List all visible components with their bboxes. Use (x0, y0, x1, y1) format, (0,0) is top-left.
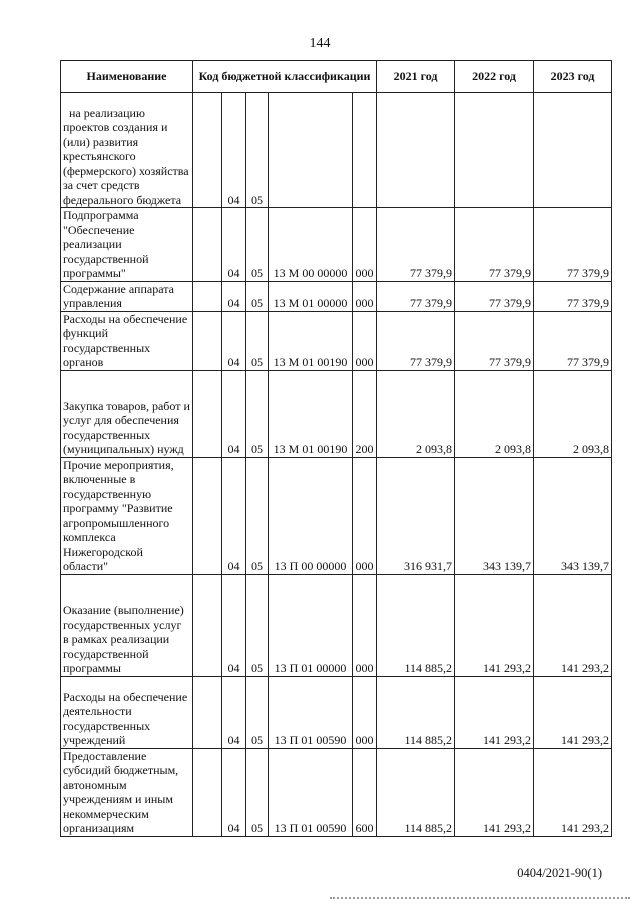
row-value-2022: 2 093,8 (455, 370, 534, 457)
row-target-article (269, 93, 353, 208)
table-row (61, 748, 612, 836)
row-value-2023: 2 093,8 (534, 370, 612, 457)
row-value-2021: 77 379,9 (377, 208, 455, 282)
row-value-2022: 141 293,2 (455, 574, 534, 676)
row-value-2022 (455, 93, 534, 208)
row-subsection: 05 (246, 574, 269, 676)
row-name: Закупка товаров, работ и услуг для обеспечения государственных (муниципальных) нужд (61, 370, 193, 457)
row-empty-code (193, 93, 222, 208)
row-value-2023: 77 379,9 (534, 311, 612, 370)
row-expense-type: 600 (353, 748, 377, 836)
row-value-2022: 77 379,9 (455, 208, 534, 282)
row-name: Предоставление субсидий бюджетным, автономным учреждениям и иным некоммерческим организациям (61, 748, 193, 836)
row-empty-code (193, 676, 222, 748)
row-empty-code (193, 311, 222, 370)
row-name: на реализацию проектов создания и (или) развития крестьянского (фермерского) хозяйства за счет средств федерального бюджета (61, 93, 193, 208)
row-value-2021: 114 885,2 (377, 574, 455, 676)
table-row (61, 676, 612, 748)
row-expense-type: 000 (353, 457, 377, 574)
row-value-2022: 77 379,9 (455, 281, 534, 311)
row-expense-type: 000 (353, 281, 377, 311)
row-value-2021: 114 885,2 (377, 676, 455, 748)
row-value-2021: 2 093,8 (377, 370, 455, 457)
row-empty-code (193, 748, 222, 836)
table-row (61, 370, 612, 457)
header-2023: 2023 год (534, 61, 612, 93)
row-name: Расходы на обеспечение функций государственных органов (61, 311, 193, 370)
row-expense-type: 000 (353, 208, 377, 282)
row-section: 04 (222, 574, 246, 676)
row-value-2023: 77 379,9 (534, 208, 612, 282)
row-section: 04 (222, 281, 246, 311)
row-subsection: 05 (246, 311, 269, 370)
row-value-2021: 77 379,9 (377, 281, 455, 311)
row-section: 04 (222, 676, 246, 748)
row-value-2022: 141 293,2 (455, 676, 534, 748)
row-name: Подпрограмма "Обеспечение реализации государственной программы" (61, 208, 193, 282)
table-row (61, 281, 612, 311)
row-name: Оказание (выполнение) государственных услуг в рамках реализации государственной программы (61, 574, 193, 676)
row-value-2023: 77 379,9 (534, 281, 612, 311)
row-empty-code (193, 574, 222, 676)
row-expense-type: 200 (353, 370, 377, 457)
row-subsection: 05 (246, 281, 269, 311)
row-value-2022: 343 139,7 (455, 457, 534, 574)
row-expense-type: 000 (353, 676, 377, 748)
document-code: 0404/2021-90(1) (517, 866, 602, 880)
row-value-2021: 77 379,9 (377, 311, 455, 370)
row-value-2023: 141 293,2 (534, 748, 612, 836)
row-section: 04 (222, 208, 246, 282)
row-value-2021: 316 931,7 (377, 457, 455, 574)
header-2022: 2022 год (455, 61, 534, 93)
row-value-2023: 141 293,2 (534, 676, 612, 748)
row-name: Расходы на обеспечение деятельности государственных учреждений (61, 676, 193, 748)
row-empty-code (193, 457, 222, 574)
row-expense-type: 000 (353, 311, 377, 370)
row-name: Прочие мероприятия, включенные в государственную программу "Развитие агропромышленного комплекса Нижегородской области" (61, 457, 193, 574)
row-target-article: 13 П 01 00000 (269, 574, 353, 676)
row-subsection: 05 (246, 457, 269, 574)
row-section: 04 (222, 457, 246, 574)
page-number: 144 (309, 36, 331, 51)
row-subsection: 05 (246, 93, 269, 208)
row-value-2023 (534, 93, 612, 208)
row-target-article: 13 М 01 00190 (269, 370, 353, 457)
scan-edge-strip (330, 897, 630, 902)
row-subsection: 05 (246, 208, 269, 282)
row-subsection: 05 (246, 676, 269, 748)
table-row (61, 311, 612, 370)
row-expense-type (353, 93, 377, 208)
row-target-article: 13 М 01 00190 (269, 311, 353, 370)
table-row (61, 457, 612, 574)
row-value-2023: 343 139,7 (534, 457, 612, 574)
row-target-article: 13 П 01 00590 (269, 748, 353, 836)
table-row (61, 574, 612, 676)
row-value-2023: 141 293,2 (534, 574, 612, 676)
row-value-2022: 77 379,9 (455, 311, 534, 370)
row-subsection: 05 (246, 748, 269, 836)
row-value-2021: 114 885,2 (377, 748, 455, 836)
header-name: Наименование (61, 61, 193, 93)
row-target-article: 13 М 00 00000 (269, 208, 353, 282)
row-expense-type: 000 (353, 574, 377, 676)
row-target-article: 13 М 01 00000 (269, 281, 353, 311)
row-target-article: 13 П 01 00590 (269, 676, 353, 748)
row-subsection: 05 (246, 370, 269, 457)
row-empty-code (193, 370, 222, 457)
budget-table (60, 60, 612, 837)
row-target-article: 13 П 00 00000 (269, 457, 353, 574)
row-value-2022: 141 293,2 (455, 748, 534, 836)
row-section: 04 (222, 311, 246, 370)
row-name: Содержание аппарата управления (61, 281, 193, 311)
row-section: 04 (222, 748, 246, 836)
row-section: 04 (222, 93, 246, 208)
row-empty-code (193, 208, 222, 282)
table-header-row (61, 61, 612, 93)
header-code: Код бюджетной классификации (193, 61, 377, 93)
table-row (61, 208, 612, 282)
header-2021: 2021 год (377, 61, 455, 93)
row-value-2021 (377, 93, 455, 208)
row-empty-code (193, 281, 222, 311)
row-section: 04 (222, 370, 246, 457)
table-row (61, 93, 612, 208)
